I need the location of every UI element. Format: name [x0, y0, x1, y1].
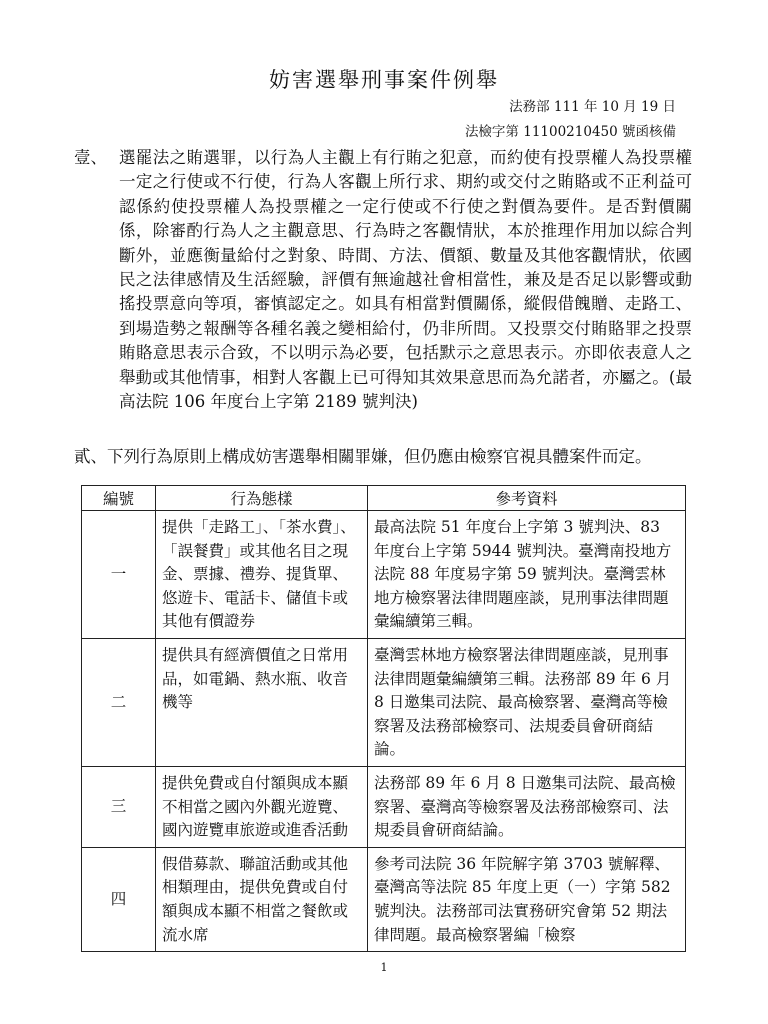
row-number: 二 [82, 638, 156, 766]
section-one-text: 選罷法之賄選罪，以行為人主觀上有行賄之犯意，而約使有投票權人為投票權一定之行使或不行使，行為人客觀上所行求、期約或交付之賄賂或不正利益可認係約使投票權人為投票權之一定行使或不行使之對價為要件。是否對價關係，除審酌行為人之主觀意思、行為時之客觀情狀，本於推理作用加以綜合判斷外，並應衡量給付之對象、時間、方法、價額、數量及其他客觀情狀，依國民之法律感情及生活經驗，評價有無逾越社會相當性，兼及是否足以影響或動搖投票意向等項，審慎認定之。如具有相當對價關係，縱假借餽贈、走路工、到場造勢之報酬等各種名義之變相給付，仍非所問。又投票交付賄賂罪之投票賄賂意思表示合致，不以明示為必要，包括默示之意思表示。亦即依表意人之舉動或其他情事，相對人客觀上已可得知其效果意思而為允諾者，亦屬之。(最高法院 106 年度台上字第 2189 號判決) [119, 148, 692, 412]
reference-date: 法務部 111 年 10 月 19 日 [509, 99, 676, 115]
row-reference: 參考司法院 36 年院解字第 3703 號解釋、臺灣高等法院 85 年度上更（一）字第 582 號判決。法務部司法實務研究會第 52 期法律問題。最高檢察署編「檢察 [368, 847, 686, 951]
table-row [82, 638, 686, 766]
row-reference: 臺灣雲林地方檢察署法律問題座談，見刑事法律問題彙編續第三輯。法務部 89 年 6 月 8 日邀集司法院、最高檢察署、臺灣高等檢察署及法務部檢察司、法規委員會研商結論。 [368, 638, 686, 766]
row-number: 四 [82, 847, 156, 951]
row-number: 三 [82, 766, 156, 847]
section-two-text: 貳、下列行為原則上構成妨害選舉相關罪嫌，但仍應由檢察官視具體案件而定。 [74, 447, 652, 466]
row-behavior: 提供具有經濟價值之日常用品，如電鍋、熱水瓶、收音機等 [156, 638, 368, 766]
section-one [74, 146, 692, 414]
reference-number: 法檢字第 11100210450 號函核備 [464, 124, 676, 140]
page-number: 1 [380, 961, 388, 974]
document-title: 妨害選舉刑事案件例舉 [269, 68, 499, 92]
table-header-row [82, 486, 686, 511]
section-one-marker: 壹、 [74, 148, 107, 167]
row-reference: 法務部 89 年 6 月 8 日邀集司法院、最高檢察署、臺灣高等檢察署及法務部檢察司、法規委員會研商結論。 [368, 766, 686, 847]
cases-table [81, 485, 686, 952]
row-number: 一 [82, 511, 156, 639]
header-number: 編號 [82, 486, 156, 511]
row-behavior: 提供免費或自付額與成本顯不相當之國內外觀光遊覽、國內遊覽車旅遊或進香活動 [156, 766, 368, 847]
row-behavior: 假借募款、聯誼活動或其他相類理由，提供免費或自付額與成本顯不相當之餐飲或流水席 [156, 847, 368, 951]
table-row [82, 766, 686, 847]
header-behavior: 行為態樣 [156, 486, 368, 511]
table-row [82, 511, 686, 639]
row-reference: 最高法院 51 年度台上字第 3 號判決、83 年度台上字第 5944 號判決。臺灣南投地方法院 88 年度易字第 59 號判決。臺灣雲林地方檢察署法律問題座談，見刑事法律問題彙編續第三輯。 [368, 511, 686, 639]
table-row [82, 847, 686, 951]
header-reference: 參考資料 [368, 486, 686, 511]
row-behavior: 提供「走路工」、「茶水費」、「誤餐費」或其他名目之現金、票據、禮券、提貨單、悠遊卡、電話卡、儲值卡或其他有價證券 [156, 511, 368, 639]
